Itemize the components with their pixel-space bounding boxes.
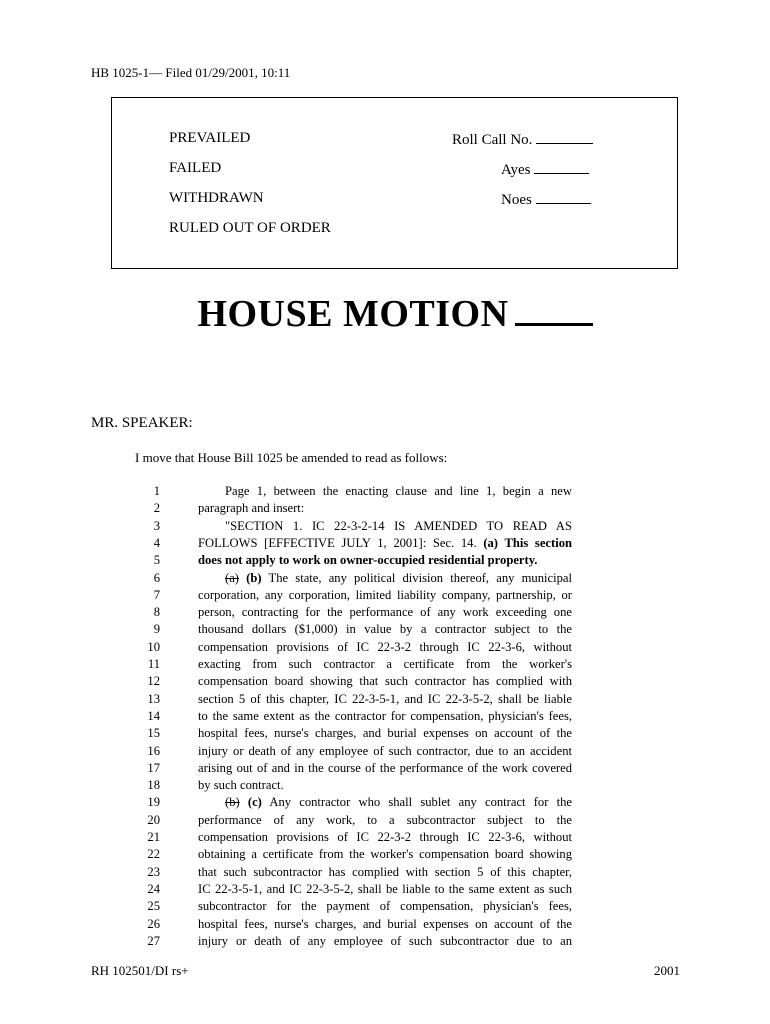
line-number: 20 [147,812,160,827]
line-text-segment: injury or death of any employee of such subcontractor due to an [198,933,572,948]
line-text-segment: section 5 of this chapter, IC 22-3-5-1, and IC 22-3-5-2, shall be liable [198,691,572,706]
line-number: 8 [153,605,160,620]
line-text-segment: hospital fees, nurse's charges, and burial expenses on account of the [198,916,572,931]
struck-text: (a) [225,570,239,585]
line-number: 19 [147,795,160,810]
line-number: 3 [153,518,160,533]
status-withdrawn: WITHDRAWN [169,190,264,206]
ayes-label: Ayes [501,162,531,178]
line-number: 16 [147,743,160,758]
line-text [198,535,572,552]
line-text [198,483,572,500]
line-text [198,864,572,881]
line-text-segment: paragraph and insert: [198,501,305,516]
line-text [198,794,572,811]
line-number: 14 [147,708,160,723]
vote-status-box [111,97,678,269]
line-text-segment: Page 1, between the enacting clause and line 1, begin a new [225,484,572,498]
status-ruled-out-of-order: RULED OUT OF ORDER [169,220,331,236]
footer-year: 2001 [654,963,680,978]
line-text [198,846,572,863]
noes-blank [536,190,591,204]
line-number: 12 [147,674,160,689]
bold-insert-text: (a) This section [483,535,572,550]
line-number: 27 [147,933,160,948]
line-text [198,708,572,725]
status-prevailed: PREVAILED [169,130,251,146]
line-text-segment: subcontractor for the payment of compensation, physician's fees, [198,899,572,914]
bold-insert-text: (b) [246,570,262,585]
line-text-segment: arising out of and in the course of the performance of the work covered [198,760,572,775]
line-text-segment: FOLLOWS [EFFECTIVE JULY 1, 2001]: Sec. 14. [198,535,484,550]
line-number: 1 [153,484,160,498]
line-number: 6 [153,570,160,585]
motion-title [0,292,770,336]
status-failed: FAILED [169,160,222,176]
motion-number-blank [515,293,593,326]
line-text-segment: injury or death of any employee of such contractor, due to an accident [198,743,572,758]
salutation: MR. SPEAKER: [91,415,193,431]
line-number: 17 [147,760,160,775]
line-text-segment: compensation board showing that such contractor has complied with [198,674,572,689]
bold-insert-text: (c) [247,795,262,810]
line-text [198,916,572,933]
line-number: 23 [147,864,160,879]
line-number: 15 [147,726,160,741]
line-text [198,898,572,915]
line-text [198,587,572,604]
roll-call-label: Roll Call No. [452,132,533,148]
line-text [198,812,572,829]
line-text [198,518,572,535]
noes-field [501,190,591,209]
line-text [198,552,572,569]
line-text-segment: Any contractor who shall sublet any contract for the [261,795,572,810]
line-text-segment: obtaining a certificate from the worker's compensation board showing [198,847,572,862]
line-number: 21 [147,830,160,844]
ayes-blank [534,160,589,174]
line-text [198,933,572,950]
line-text [198,760,572,777]
line-text-segment: compensation provisions of IC 22-3-2 through IC 22-3-6, without [198,830,572,844]
line-number: 9 [153,622,160,637]
line-text [198,639,572,656]
line-text-segment: hospital fees, nurse's charges, and burial expenses on account of the [198,726,572,741]
line-text-segment: IC 22-3-5-1, and IC 22-3-5-2, shall be liable to the same extent as such [198,881,572,896]
line-text [198,604,572,621]
line-number: 18 [147,778,160,793]
line-number: 5 [153,553,160,568]
line-text-segment: compensation provisions of IC 22-3-2 through IC 22-3-6, without [198,639,572,654]
line-number: 26 [147,916,160,931]
line-number: 10 [147,639,160,654]
line-text-segment: thousand dollars ($1,000) in value by a contractor subject to the [198,622,572,637]
line-text-segment: "SECTION 1. IC 22-3-2-14 IS AMENDED TO READ AS [225,518,572,533]
line-number: 13 [147,691,160,706]
noes-label: Noes [501,192,532,208]
motion-title-text: HOUSE MOTION [197,293,509,335]
ayes-field [501,160,589,179]
line-text-segment: performance of any work, to a subcontractor subject to the [198,812,572,827]
bold-insert-text: does not apply to work on owner-occupied residential property. [198,553,538,568]
line-text [198,691,572,708]
line-text-segment: corporation, any corporation, limited liability company, partnership, or [198,587,572,602]
line-text [198,743,572,760]
line-number: 4 [153,535,160,550]
line-text-segment: by such contract. [198,778,284,793]
line-number: 24 [147,881,160,896]
line-text [198,777,572,794]
line-text-segment: exacting from such contractor a certificate from the worker's [198,657,572,671]
struck-text: (b) [225,795,240,810]
footer-reference: RH 102501/DI rs+ [91,963,189,978]
line-number: 11 [147,657,160,671]
line-text [198,621,572,638]
roll-call-blank [536,130,593,144]
line-text [198,570,572,587]
line-text-segment: The state, any political division thereof, any municipal [261,570,572,585]
line-text-segment: person, contracting for the performance of any work exceeding one [198,605,572,620]
line-text [198,881,572,898]
line-text [198,673,572,690]
line-text [198,829,572,846]
line-number: 7 [153,587,160,602]
line-text [198,656,572,673]
line-number: 22 [147,847,160,862]
line-text [198,500,572,517]
intro-sentence: I move that House Bill 1025 be amended to read as follows: [135,450,448,465]
line-number: 2 [153,501,160,516]
document-header: HB 1025-1— Filed 01/29/2001, 10:11 [91,65,291,80]
line-number: 25 [147,899,160,914]
line-text-segment: that such subcontractor has complied with section 5 of this chapter, [198,864,572,879]
line-text-segment: to the same extent as the contractor for compensation, physician's fees, [198,708,572,723]
roll-call-field [452,130,593,149]
line-text-segment [240,795,248,809]
line-text [198,725,572,742]
